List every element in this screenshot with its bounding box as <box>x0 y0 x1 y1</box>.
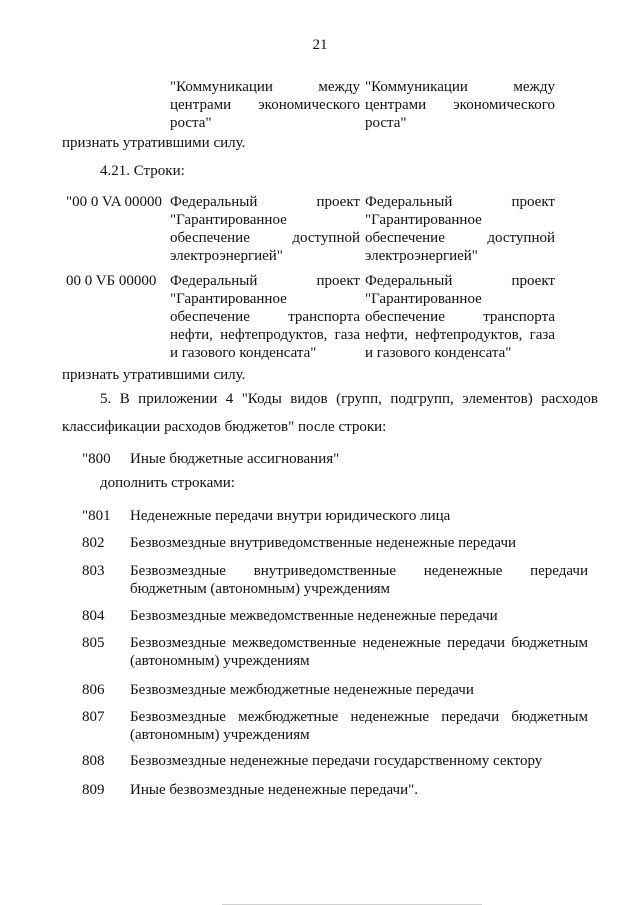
text-line: Безвозмездные межведомственные неденежные передачи <box>130 608 498 624</box>
text-line: обеспечение доступной <box>365 230 555 246</box>
section-5-line <box>100 390 598 408</box>
invalidate-text: признать утратившими силу. <box>62 367 246 383</box>
text-line: Федеральный проект <box>170 194 360 210</box>
text-line: "Гарантированное <box>365 291 482 307</box>
text-line: бюджетным (автономным) учреждениям <box>130 581 391 597</box>
top-row-new <box>365 78 555 132</box>
text-line: нефти, нефтепродуктов, газа <box>365 327 555 343</box>
text-line: электроэнергией" <box>365 248 478 264</box>
text-line: Неденежные передачи внутри юридического лица <box>130 508 451 524</box>
section-heading: 4.21. Строки: <box>100 163 185 179</box>
text-line: (автономным) учреждениям <box>130 653 310 669</box>
code-number: 805 <box>82 635 105 651</box>
code-text <box>130 752 588 770</box>
supplement-text: дополнить строками: <box>100 475 235 491</box>
text-line: "Коммуникации между <box>365 79 555 95</box>
row-va-new <box>365 193 555 265</box>
code-number: 803 <box>82 563 105 579</box>
code-text: Иные бюджетные ассигнования" <box>130 451 340 467</box>
code-number: 809 <box>82 782 105 798</box>
code-number: 807 <box>82 709 105 725</box>
code-text <box>130 507 588 525</box>
row-vb-old <box>170 272 360 362</box>
code-text <box>130 681 588 699</box>
text-line: обеспечение транспорта <box>365 309 555 325</box>
text-line: Безвозмездные межбюджетные неденежные передачи <box>130 682 474 698</box>
text-line: центрами экономического <box>170 97 360 113</box>
text-line: нефти, нефтепродуктов, газа <box>170 327 360 343</box>
text-line: Безвозмездные межбюджетные неденежные передачи бюджетным <box>130 709 588 725</box>
code-text <box>130 607 588 625</box>
row-code: 00 0 VБ 00000 <box>66 273 157 289</box>
code-number: "800 <box>82 451 111 467</box>
page-number: 21 <box>312 37 328 53</box>
code-text <box>130 534 588 552</box>
text-line: обеспечение транспорта <box>170 309 360 325</box>
text-line: "Гарантированное <box>170 212 287 228</box>
code-number: "801 <box>82 508 111 524</box>
code-number: 808 <box>82 753 105 769</box>
code-text <box>130 781 588 799</box>
code-number: 806 <box>82 682 105 698</box>
row-va-old <box>170 193 360 265</box>
code-text <box>130 634 588 670</box>
text-line: Безвозмездные неденежные передачи государственному сектору <box>130 753 543 769</box>
text-line: Безвозмездные межведомственные неденежные передачи бюджетным <box>130 635 588 651</box>
text-line: (автономным) учреждениям <box>130 727 310 743</box>
text-line: "Коммуникации между <box>170 79 360 95</box>
text-line: "Гарантированное <box>365 212 482 228</box>
row-code: "00 0 VA 00000 <box>66 194 163 210</box>
code-text <box>130 708 588 744</box>
row-vb-new <box>365 272 555 362</box>
code-number: 802 <box>82 535 105 551</box>
text-line: и газового конденсата" <box>365 345 512 361</box>
text-line: обеспечение доступной <box>170 230 360 246</box>
text-line: роста" <box>170 115 212 131</box>
code-text <box>130 562 588 598</box>
text-line: Федеральный проект <box>170 273 360 289</box>
invalidate-text: признать утратившими силу. <box>62 135 246 151</box>
section-5-line: классификации расходов бюджетов" после строки: <box>62 419 387 435</box>
text-line: роста" <box>365 115 407 131</box>
text-line: Безвозмездные внутриведомственные неденежные передачи <box>130 535 517 551</box>
text-line: 5. В приложении 4 "Коды видов (групп, подгрупп, элементов) расходов <box>100 391 598 407</box>
text-line: и газового конденсата" <box>170 345 317 361</box>
text-line: "Гарантированное <box>170 291 287 307</box>
code-number: 804 <box>82 608 105 624</box>
text-line: Федеральный проект <box>365 194 555 210</box>
text-line: электроэнергией" <box>170 248 283 264</box>
text-line: Федеральный проект <box>365 273 555 289</box>
text-line: Иные безвозмездные неденежные передачи". <box>130 782 418 798</box>
top-row-old <box>170 78 360 132</box>
text-line: центрами экономического <box>365 97 555 113</box>
text-line: Безвозмездные внутриведомственные неденежные передачи <box>130 563 588 579</box>
